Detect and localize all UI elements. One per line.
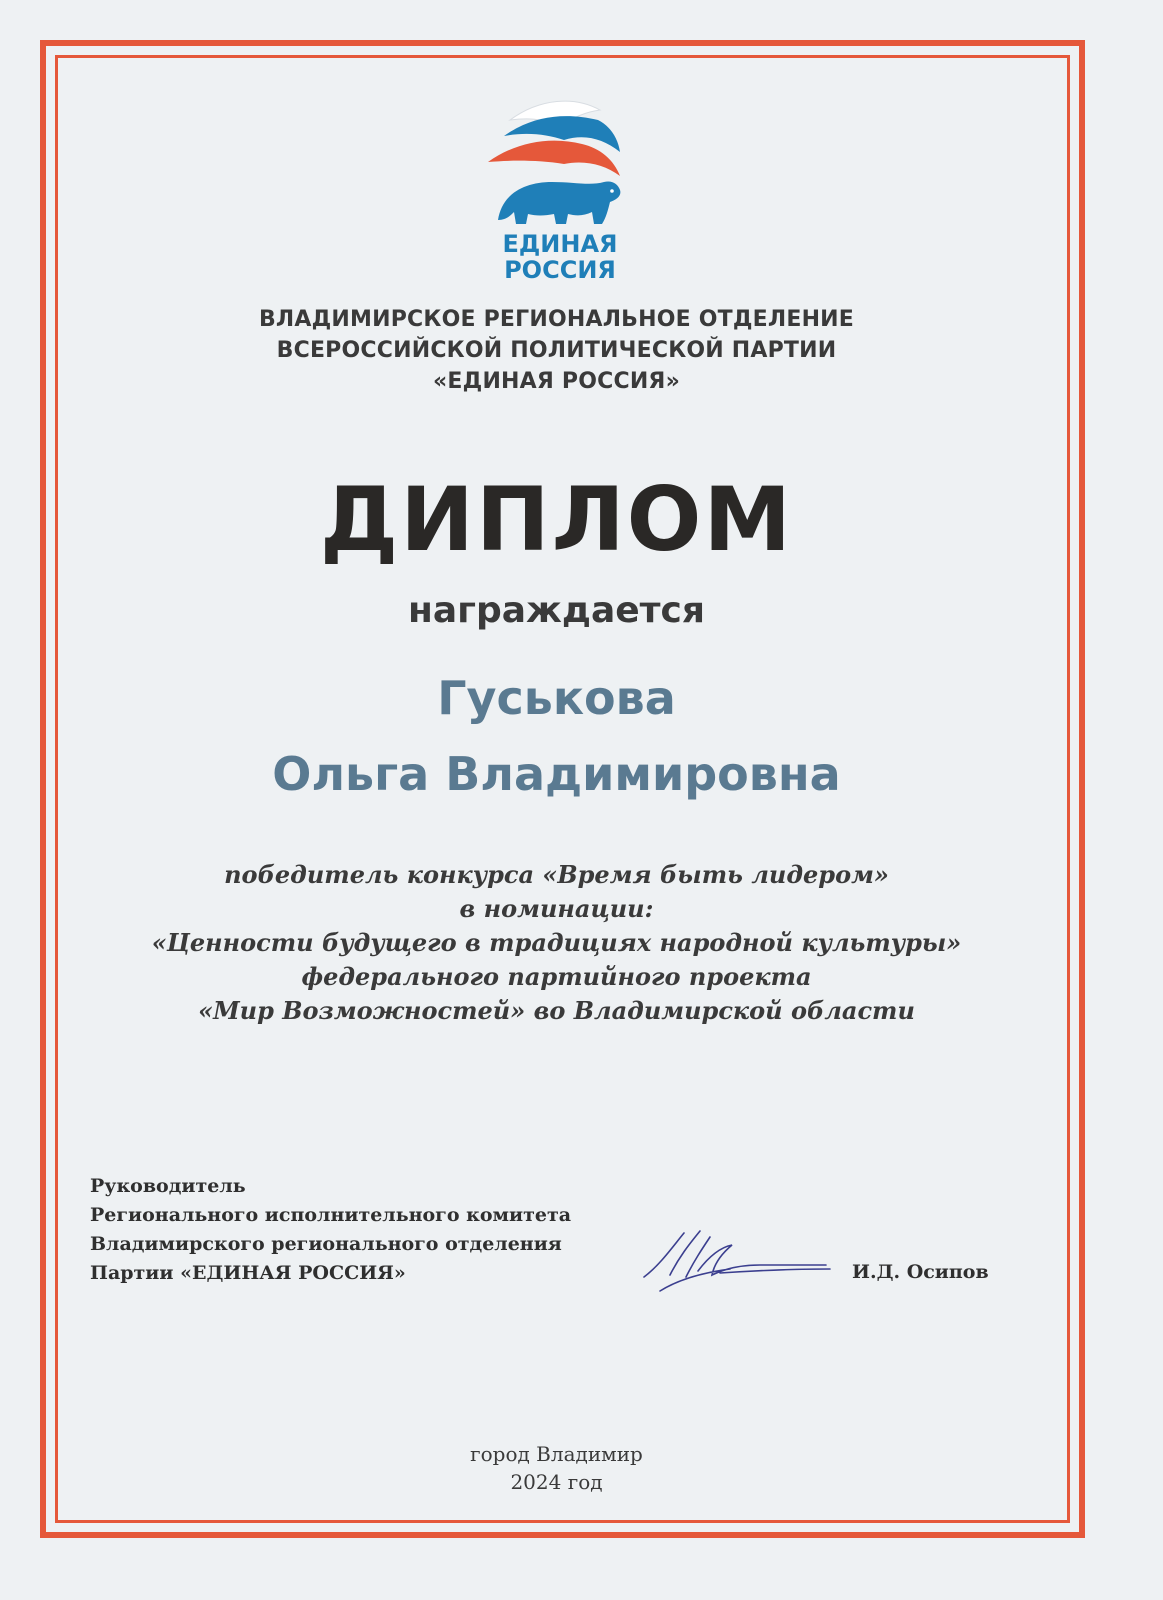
handwritten-signature <box>640 1225 840 1305</box>
organization-line: «ЕДИНАЯ РОССИЯ» <box>433 369 680 394</box>
citation-line: «Мир Возможностей» во Владимирской области <box>198 996 915 1025</box>
city: город Владимир <box>470 1442 643 1466</box>
place-and-year <box>100 1440 1013 1496</box>
signer-line: Партии «ЕДИНАЯ РОССИЯ» <box>90 1262 406 1284</box>
signature-icon <box>640 1225 840 1305</box>
organization-name <box>100 304 1013 397</box>
signer-line: Регионального исполнительного комитета <box>90 1204 572 1226</box>
award-citation <box>100 858 1013 1028</box>
signer-line: Руководитель <box>90 1175 246 1197</box>
signer-position <box>90 1172 650 1288</box>
signer-name: И.Д. Осипов <box>852 1261 989 1283</box>
awarded-label: награждается <box>408 590 705 631</box>
organization-line: ВЛАДИМИРСКОЕ РЕГИОНАЛЬНОЕ ОТДЕЛЕНИЕ <box>258 307 855 332</box>
year: 2024 год <box>510 1470 603 1494</box>
logo-text-line1: ЕДИНАЯ <box>502 230 618 258</box>
citation-line: федерального партийного проекта <box>301 962 812 991</box>
citation-line: в номинации: <box>459 894 654 923</box>
document-title: ДИПЛОМ <box>319 468 794 571</box>
party-logo <box>480 90 640 290</box>
organization-line: ВСЕРОССИЙСКОЙ ПОЛИТИЧЕСКОЙ ПАРТИИ <box>276 338 837 363</box>
signer-line: Владимирского регионального отделения <box>90 1233 562 1255</box>
recipient-surname: Гуськова <box>437 671 676 725</box>
logo-text-line2: РОССИЯ <box>504 256 616 284</box>
recipient-given-names: Ольга Владимировна <box>272 747 841 801</box>
recipient-name <box>100 660 1013 812</box>
bear-flag-logo-icon <box>480 90 640 290</box>
citation-line: победитель конкурса «Время быть лидером» <box>224 860 889 889</box>
citation-line: «Ценности будущего в традициях народной культуры» <box>151 928 962 957</box>
